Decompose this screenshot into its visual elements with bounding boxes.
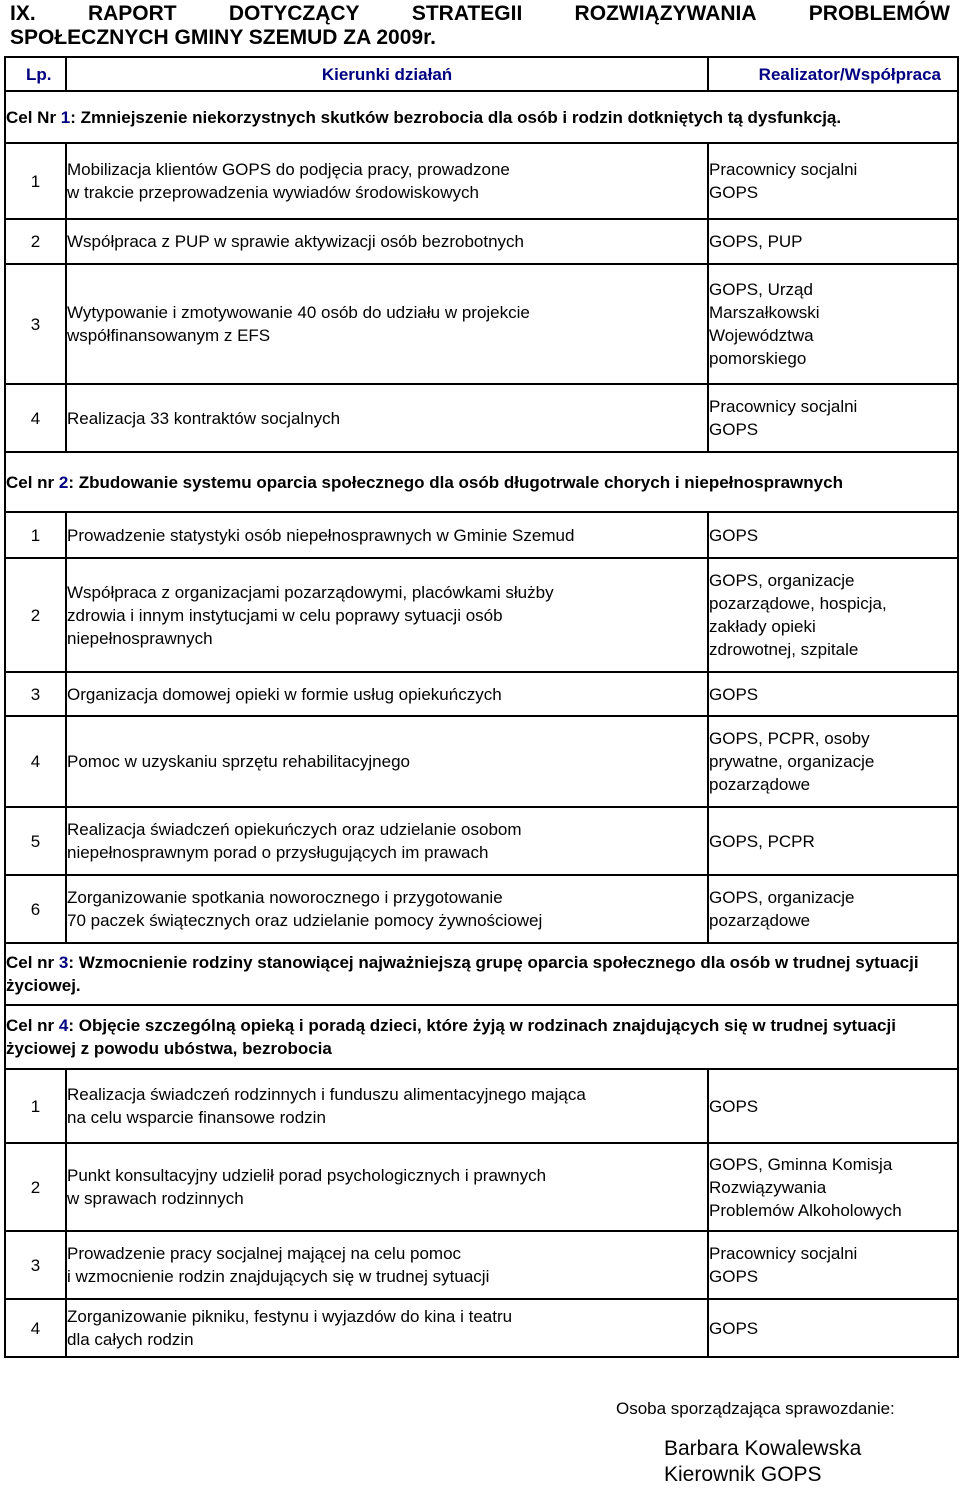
row-number: 1 [5,143,66,219]
goal-row [5,943,958,1005]
title-word: PROBLEMÓW [808,2,950,25]
realizator-text: Pracownicy socjalni GOPS [708,384,958,452]
realizator-text: GOPS [708,512,958,558]
table-header [5,57,958,91]
table-row [5,558,958,672]
goal-1: Cel Nr 1: Zmniejszenie niekorzystnych skutków bezrobocia dla osób i rodzin dotkniętych tą dysfunkcją. [5,91,958,143]
action-text: Realizacja świadczeń rodzinnych i funduszu alimentacyjnego mająca na celu wsparcie finansowe rodzin [66,1069,708,1143]
row-number: 1 [5,512,66,558]
row-number: 3 [5,264,66,384]
header-lp: Lp. [5,57,66,91]
title-word: DOTYCZĄCY [228,2,360,25]
row-number: 4 [5,1299,66,1357]
realizator-text: GOPS, PUP [708,219,958,264]
row-number: 1 [5,1069,66,1143]
table-row [5,716,958,807]
row-number: 4 [5,716,66,807]
report-title [10,2,950,50]
title-word: STRATEGII [411,2,523,25]
table-row [5,875,958,943]
action-text: Prowadzenie statystyki osób niepełnosprawnych w Gminie Szemud [66,512,708,558]
goal-4: Cel nr 4: Objęcie szczególną opieką i poradą dzieci, które żyją w rodzinach znajdujących się w trudnej sytuacji życiowej z powodu ubóstwa, bezrobocia [5,1005,958,1069]
row-number: 2 [5,219,66,264]
realizator-text: GOPS, PCPR, osoby prywatne, organizacje pozarządowe [708,716,958,807]
signatory-name: Barbara Kowalewska [664,1437,862,1460]
title-word: IX. [10,2,36,25]
table-row [5,1231,958,1299]
action-text: Zorganizowanie pikniku, festynu i wyjazdów do kina i teatru dla całych rodzin [66,1299,708,1357]
goal-row [5,91,958,143]
prepared-by-label: Osoba sporządzająca sprawozdanie: [616,1399,895,1418]
row-number: 5 [5,807,66,875]
table-row [5,219,958,264]
table-row [5,512,958,558]
row-number: 6 [5,875,66,943]
realizator-text: GOPS [708,672,958,716]
action-text: Realizacja świadczeń opiekuńczych oraz udzielanie osobom niepełnosprawnym porad o przysługujących im prawach [66,807,708,875]
strategy-table [4,56,959,1358]
table-row [5,672,958,716]
title-word: ROZWIĄZYWANIA [574,2,757,25]
header-kierunki: Kierunki działań [66,57,708,91]
row-number: 2 [5,1143,66,1231]
action-text: Współpraca z PUP w sprawie aktywizacji osób bezrobotnych [66,219,708,264]
action-text: Punkt konsultacyjny udzielił porad psychologicznych i prawnych w sprawach rodzinnych [66,1143,708,1231]
goal-3: Cel nr 3: Wzmocnienie rodziny stanowiącej najważniejszą grupę oparcia społecznego dla osób w trudnej sytuacji życiowej. [5,943,958,1005]
row-number: 3 [5,672,66,716]
goal-row [5,452,958,512]
action-text: Zorganizowanie spotkania noworocznego i przygotowanie 70 paczek świątecznych oraz udzielanie pomocy żywnościowej [66,875,708,943]
action-text: Prowadzenie pracy socjalnej mającej na celu pomoc i wzmocnienie rodzin znajdujących się w trudnej sytuacji [66,1231,708,1299]
realizator-text: GOPS, PCPR [708,807,958,875]
table-row [5,1299,958,1357]
header-realizator: Realizator/Współpraca [708,57,958,91]
realizator-text: GOPS [708,1069,958,1143]
goal-2: Cel nr 2: Zbudowanie systemu oparcia społecznego dla osób długotrwale chorych i niepełnosprawnych [5,452,958,512]
row-number: 4 [5,384,66,452]
signatory [664,1436,861,1488]
action-text: Współpraca z organizacjami pozarządowymi, placówkami służby zdrowia i innym instytucjami w celu poprawy sytuacji osób niepełnosprawnych [66,558,708,672]
action-text: Organizacja domowej opieki w formie usług opiekuńczych [66,672,708,716]
realizator-text: GOPS, Gminna Komisja Rozwiązywania Problemów Alkoholowych [708,1143,958,1231]
action-text: Realizacja 33 kontraktów socjalnych [66,384,708,452]
table-row [5,1143,958,1231]
title-line-2: SPOŁECZNYCH GMINY SZEMUD ZA 2009r. [10,26,436,49]
action-text: Pomoc w uzyskaniu sprzętu rehabilitacyjnego [66,716,708,807]
realizator-text: GOPS, organizacje pozarządowe, hospicja, zakłady opieki zdrowotnej, szpitale [708,558,958,672]
realizator-text: Pracownicy socjalni GOPS [708,143,958,219]
realizator-text: GOPS [708,1299,958,1357]
table-row [5,1069,958,1143]
table-row [5,143,958,219]
goal-row [5,1005,958,1069]
title-word: RAPORT [87,2,177,25]
action-text: Wytypowanie i zmotywowanie 40 osób do udziału w projekcie współfinansowanym z EFS [66,264,708,384]
action-text: Mobilizacja klientów GOPS do podjęcia pracy, prowadzone w trakcie przeprowadzenia wywiadów środowiskowych [66,143,708,219]
row-number: 2 [5,558,66,672]
realizator-text: Pracownicy socjalni GOPS [708,1231,958,1299]
signatory-role: Kierownik GOPS [664,1463,822,1486]
table-row [5,384,958,452]
realizator-text: GOPS, Urząd Marszałkowski Województwa pomorskiego [708,264,958,384]
table-row [5,807,958,875]
table-row [5,264,958,384]
row-number: 3 [5,1231,66,1299]
realizator-text: GOPS, organizacje pozarządowe [708,875,958,943]
